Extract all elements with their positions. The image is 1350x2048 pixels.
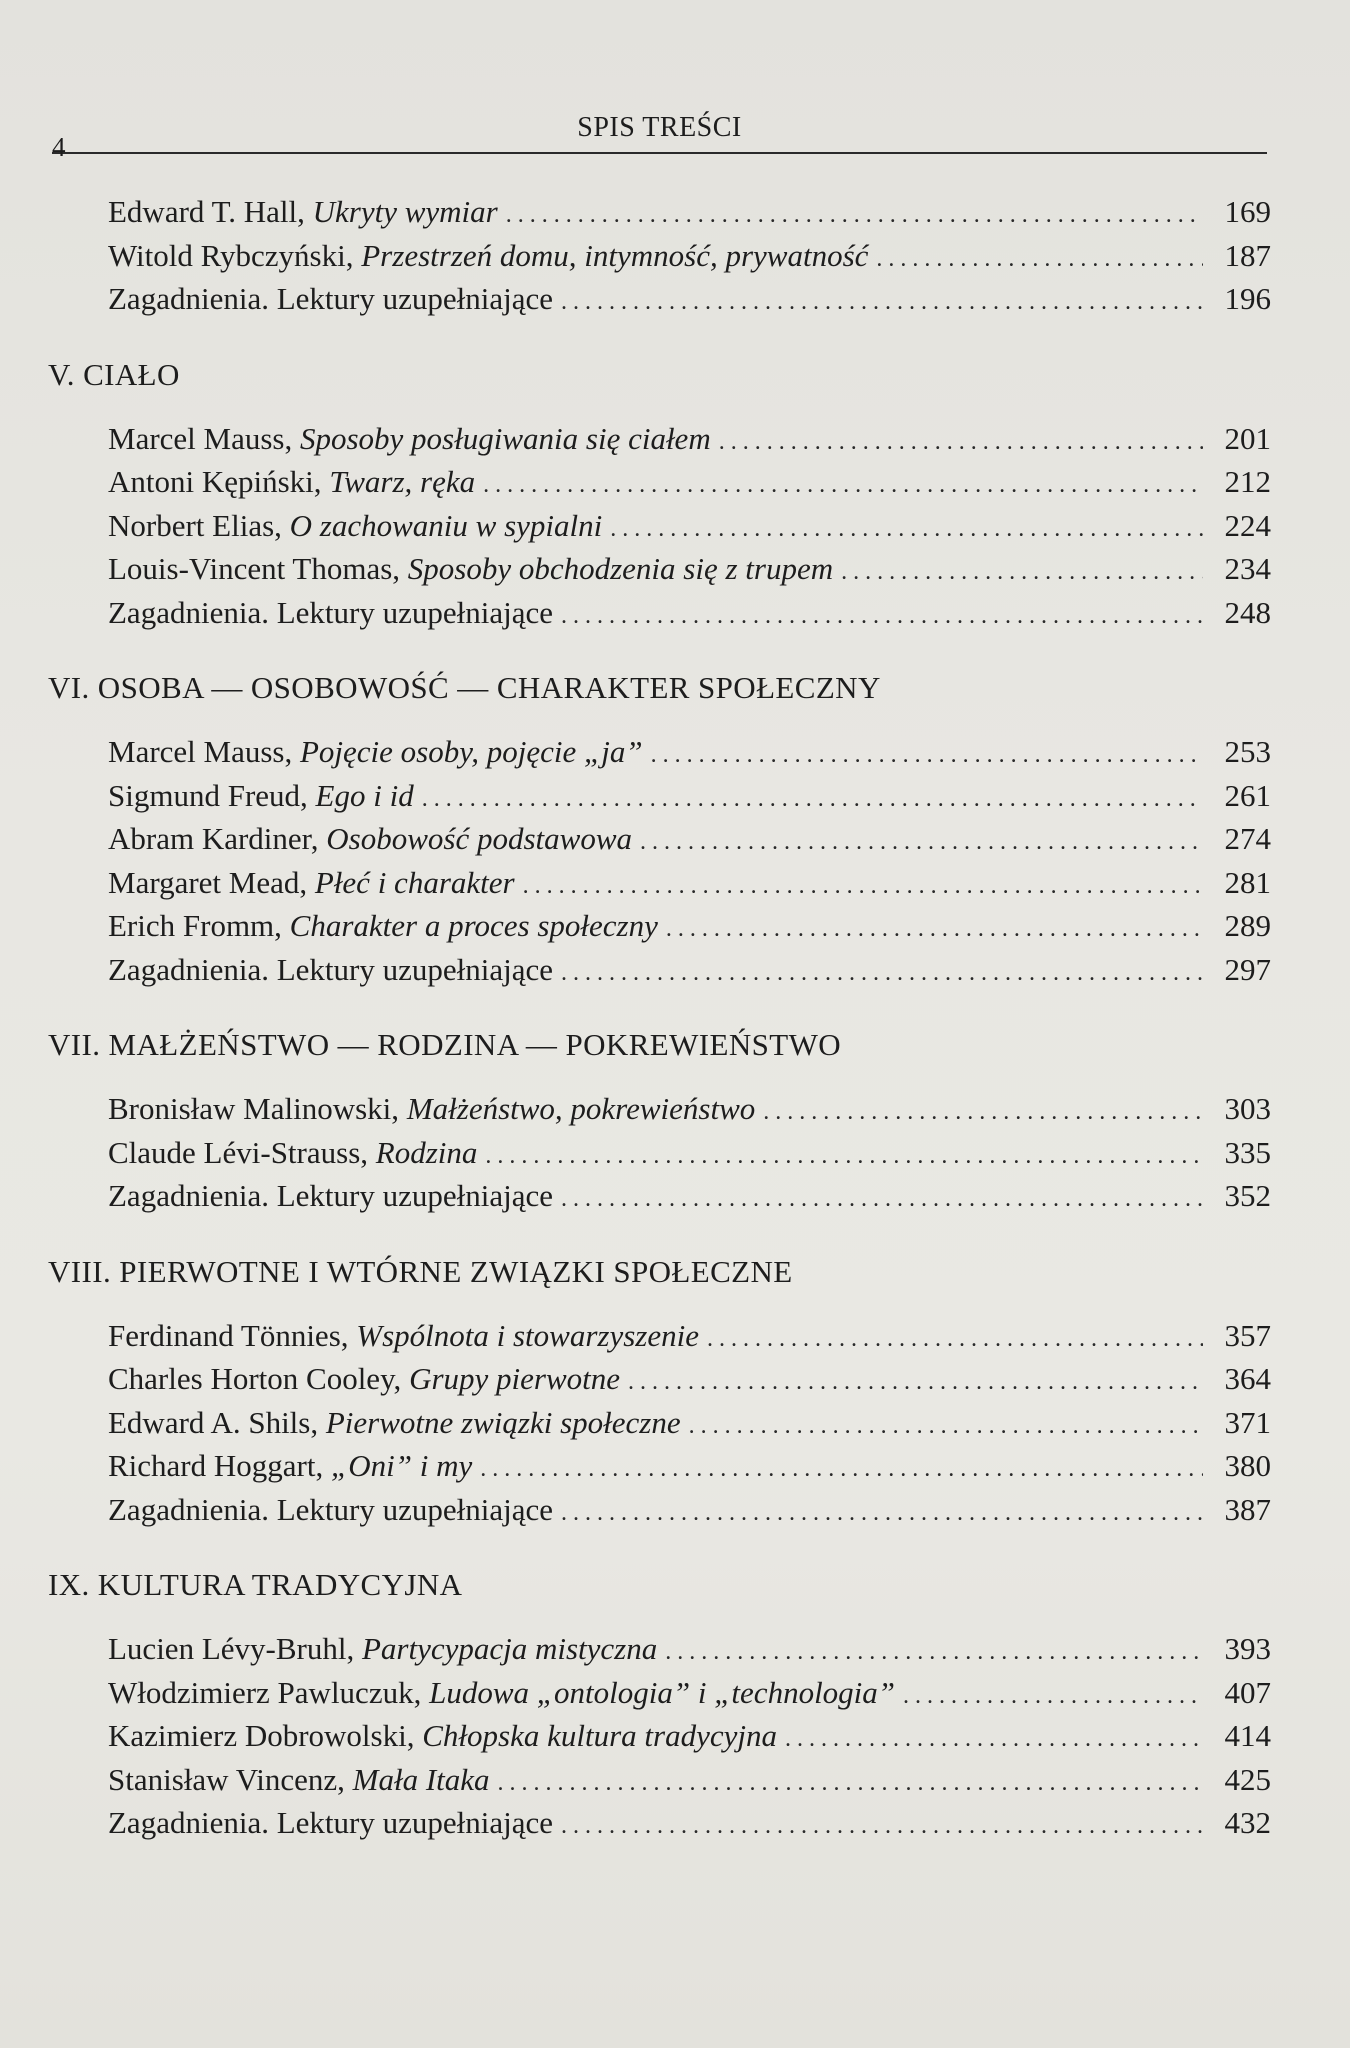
toc-entry-author: Charles Horton Cooley, [108,1361,410,1396]
toc-entry [46,1627,1271,1671]
toc-entry-page: 201 [1224,420,1271,456]
toc-entry-title: Ludowa „ontologia” i „technologia” [429,1674,896,1710]
toc-entry [46,547,1271,591]
toc-entry-author: Zagadnienia. Lektury uzupełniające [108,594,553,630]
toc-entry-text [108,1131,477,1175]
toc-entry-page: 253 [1224,734,1271,769]
toc-entry-text [108,1087,755,1131]
toc-entry-text [108,904,658,948]
toc-entry-page: 364 [1224,1361,1271,1396]
page-title: SPIS TREŚCI [577,112,742,143]
toc-entry-author: Marcel Mauss, [108,420,300,456]
toc-entry-author: Edward T. Hall, [108,194,313,229]
toc-entry-author: Ferdinand Tönnies, [108,1317,357,1353]
toc-entry-page: 357 [1224,1317,1271,1353]
toc-entry [46,234,1271,278]
toc-entry-text [108,460,475,504]
toc-entry-page: 187 [1224,237,1271,273]
dot-leader [561,1492,1203,1536]
toc-entry-author: Witold Rybczyński, [108,237,362,273]
dot-leader [561,281,1203,325]
dot-leader [498,1762,1203,1806]
toc-entry-author: Antoni Kępiński, [108,464,330,499]
toc-entry-text [108,1314,699,1358]
dot-leader [666,908,1203,952]
toc-entry-text [108,277,553,321]
toc-entry [46,277,1271,321]
toc-entry [46,1444,1271,1488]
toc-entry-title: Partycypacja mistyczna [361,1631,658,1666]
toc-entry [46,1758,1271,1802]
dot-leader [903,1675,1203,1719]
toc-entry-text [108,547,833,591]
toc-entry-author: Włodzimierz Pawluczuk, [108,1674,430,1710]
dot-leader [719,421,1203,465]
toc-entry-title: Ego i id [315,777,414,813]
toc-entry-page: 289 [1224,908,1271,943]
toc-entry-page: 196 [1224,281,1271,316]
table-of-contents [46,190,1271,1845]
dot-leader [628,1361,1203,1405]
toc-entry-title: Sposoby posługiwania się ciałem [299,420,711,456]
toc-entry-text [108,234,868,278]
toc-entry [46,1401,1271,1445]
dot-leader [640,821,1203,865]
toc-entry [46,817,1271,861]
toc-entry-text [108,730,643,774]
dot-leader [689,1405,1203,1449]
toc-entry-text [108,1714,777,1758]
toc-entry-page: 393 [1224,1631,1271,1666]
section-heading: VIII. PIERWOTNE I WTÓRNE ZWIĄZKI SPOŁECZNE [48,1253,793,1289]
toc-entry-text [108,1801,553,1845]
toc-entry-text [108,774,414,818]
toc-entry-author: Zagadnienia. Lektury uzupełniające [108,281,553,316]
toc-entry-text [108,817,632,861]
toc-entry-text [108,1174,553,1218]
toc-entry [46,730,1271,774]
toc-entry-title: Charakter a proces społeczny [289,908,658,943]
dot-leader [480,1448,1203,1492]
toc-entry-text [108,1671,895,1715]
toc-entry [46,1801,1271,1845]
toc-entry [46,190,1271,234]
dot-leader [707,1318,1203,1362]
toc-entry-title: Pierwotne związki społeczne [325,1404,681,1440]
toc-entry [46,1488,1271,1532]
running-header [52,108,1267,162]
toc-entry-author: Zagadnienia. Lektury uzupełniające [108,951,553,987]
toc-entry-author: Kazimierz Dobrowolski, [108,1718,423,1753]
toc-entry-title: O zachowaniu w sypialni [289,507,603,543]
toc-entry-title: Chłopska kultura tradycyjna [422,1718,777,1753]
toc-entry-title: Wspólnota i stowarzyszenie [356,1317,699,1353]
toc-entry-page: 274 [1224,821,1271,856]
toc-entry-author: Stanisław Vincenz, [108,1761,353,1797]
toc-entry [46,591,1271,635]
toc-entry-text [108,1401,681,1445]
toc-entry [46,904,1271,948]
toc-entry-title: Osobowość podstawowa [326,821,632,856]
toc-entry [46,1314,1271,1358]
toc-entry [46,460,1271,504]
toc-entry-page: 425 [1224,1761,1271,1797]
toc-entry-text [108,591,553,635]
toc-entry-page: 261 [1224,777,1271,813]
toc-entry-page: 407 [1224,1674,1271,1710]
toc-entry-page: 414 [1224,1718,1271,1753]
toc-entry-author: Margaret Mead, [108,864,315,900]
toc-entry-page: 303 [1224,1091,1271,1126]
toc-entry-author: Norbert Elias, [108,507,290,543]
toc-entry-title: Grupy pierwotne [409,1361,621,1396]
toc-entry-title: Płeć i charakter [314,864,515,900]
toc-entry-author: Lucien Lévy-Bruhl, [108,1631,362,1666]
toc-entry-author: Bronisław Malinowski, [108,1091,407,1126]
toc-entry-text [108,1444,472,1488]
toc-entry-author: Abram Kardiner, [108,821,327,856]
dot-leader [523,865,1203,909]
toc-entry-text [108,1357,620,1401]
dot-leader [485,1135,1203,1179]
toc-entry-author: Sigmund Freud, [108,777,316,813]
toc-entry-page: 224 [1224,507,1271,543]
toc-entry-title: Ukryty wymiar [312,194,498,229]
section-heading: VII. MAŁŻEŃSTWO — RODZINA — POKREWIEŃSTWO [48,1027,842,1062]
toc-entry-page: 335 [1224,1134,1271,1170]
toc-entry-title: Pojęcie osoby, pojęcie „ja” [299,734,643,769]
page-number: 4 [52,132,66,162]
toc-entry-text [108,861,515,905]
toc-entry-author: Zagadnienia. Lektury uzupełniające [108,1805,553,1840]
toc-entry-text [108,504,602,548]
toc-entry-text [108,1627,657,1671]
toc-entry-title: „Oni” i my [330,1448,473,1483]
toc-entry-text [108,1488,553,1532]
section-heading: IX. KULTURA TRADYCYJNA [48,1567,463,1602]
toc-entry-page: 212 [1224,464,1271,499]
toc-entry-title: Sposoby obchodzenia się z trupem [407,551,834,586]
dot-leader [763,1091,1203,1135]
dot-leader [561,1178,1203,1222]
toc-entry [46,1087,1271,1131]
toc-entry-page: 297 [1224,951,1271,987]
dot-leader [506,194,1203,238]
toc-entry-author: Richard Hoggart, [108,1448,331,1483]
toc-entry [46,1714,1271,1758]
dot-leader [561,595,1203,639]
dot-leader [561,1805,1203,1849]
toc-entry-title: Rodzina [375,1134,478,1170]
toc-entry-author: Louis-Vincent Thomas, [108,551,408,586]
toc-entry-page: 352 [1224,1178,1271,1213]
toc-entry-page: 248 [1224,594,1271,630]
toc-entry-page: 169 [1224,194,1271,229]
toc-entry-author: Zagadnienia. Lektury uzupełniające [108,1178,553,1213]
toc-entry-page: 281 [1224,864,1271,900]
toc-entry [46,1174,1271,1218]
toc-entry-author: Marcel Mauss, [108,734,300,769]
toc-entry [46,1357,1271,1401]
toc-entry-page: 234 [1224,551,1271,586]
toc-entry-title: Przestrzeń domu, intymność, prywatność [361,237,869,273]
toc-entry-page: 387 [1224,1491,1271,1527]
toc-entry [46,948,1271,992]
dot-leader [610,508,1203,552]
toc-entry [46,774,1271,818]
dot-leader [651,734,1203,778]
dot-leader [841,551,1203,595]
toc-entry-page: 380 [1224,1448,1271,1483]
dot-leader [785,1718,1203,1762]
toc-entry-title: Małżeństwo, pokrewieństwo [406,1091,756,1126]
toc-entry-text [108,1758,490,1802]
dot-leader [483,464,1203,508]
dot-leader [561,952,1203,996]
toc-entry-title: Mała Itaka [352,1761,490,1797]
toc-entry-author: Claude Lévi-Strauss, [108,1134,376,1170]
dot-leader [422,778,1203,822]
toc-entry [46,1131,1271,1175]
section-heading: VI. OSOBA — OSOBOWOŚĆ — CHARAKTER SPOŁECZNY [48,670,881,705]
toc-entry [46,861,1271,905]
toc-entry-page: 432 [1224,1805,1271,1840]
toc-entry-title: Twarz, ręka [329,464,476,499]
toc-entry-author: Erich Fromm, [108,908,290,943]
toc-entry [46,504,1271,548]
toc-entry-author: Zagadnienia. Lektury uzupełniające [108,1491,553,1527]
toc-entry-text [108,417,711,461]
dot-leader [876,238,1203,282]
toc-entry [46,417,1271,461]
toc-entry-text [108,948,553,992]
dot-leader [665,1631,1203,1675]
section-heading: V. CIAŁO [48,356,180,392]
toc-entry-author: Edward A. Shils, [108,1404,326,1440]
toc-entry-text [108,190,498,234]
toc-entry [46,1671,1271,1715]
toc-entry-page: 371 [1224,1404,1271,1440]
